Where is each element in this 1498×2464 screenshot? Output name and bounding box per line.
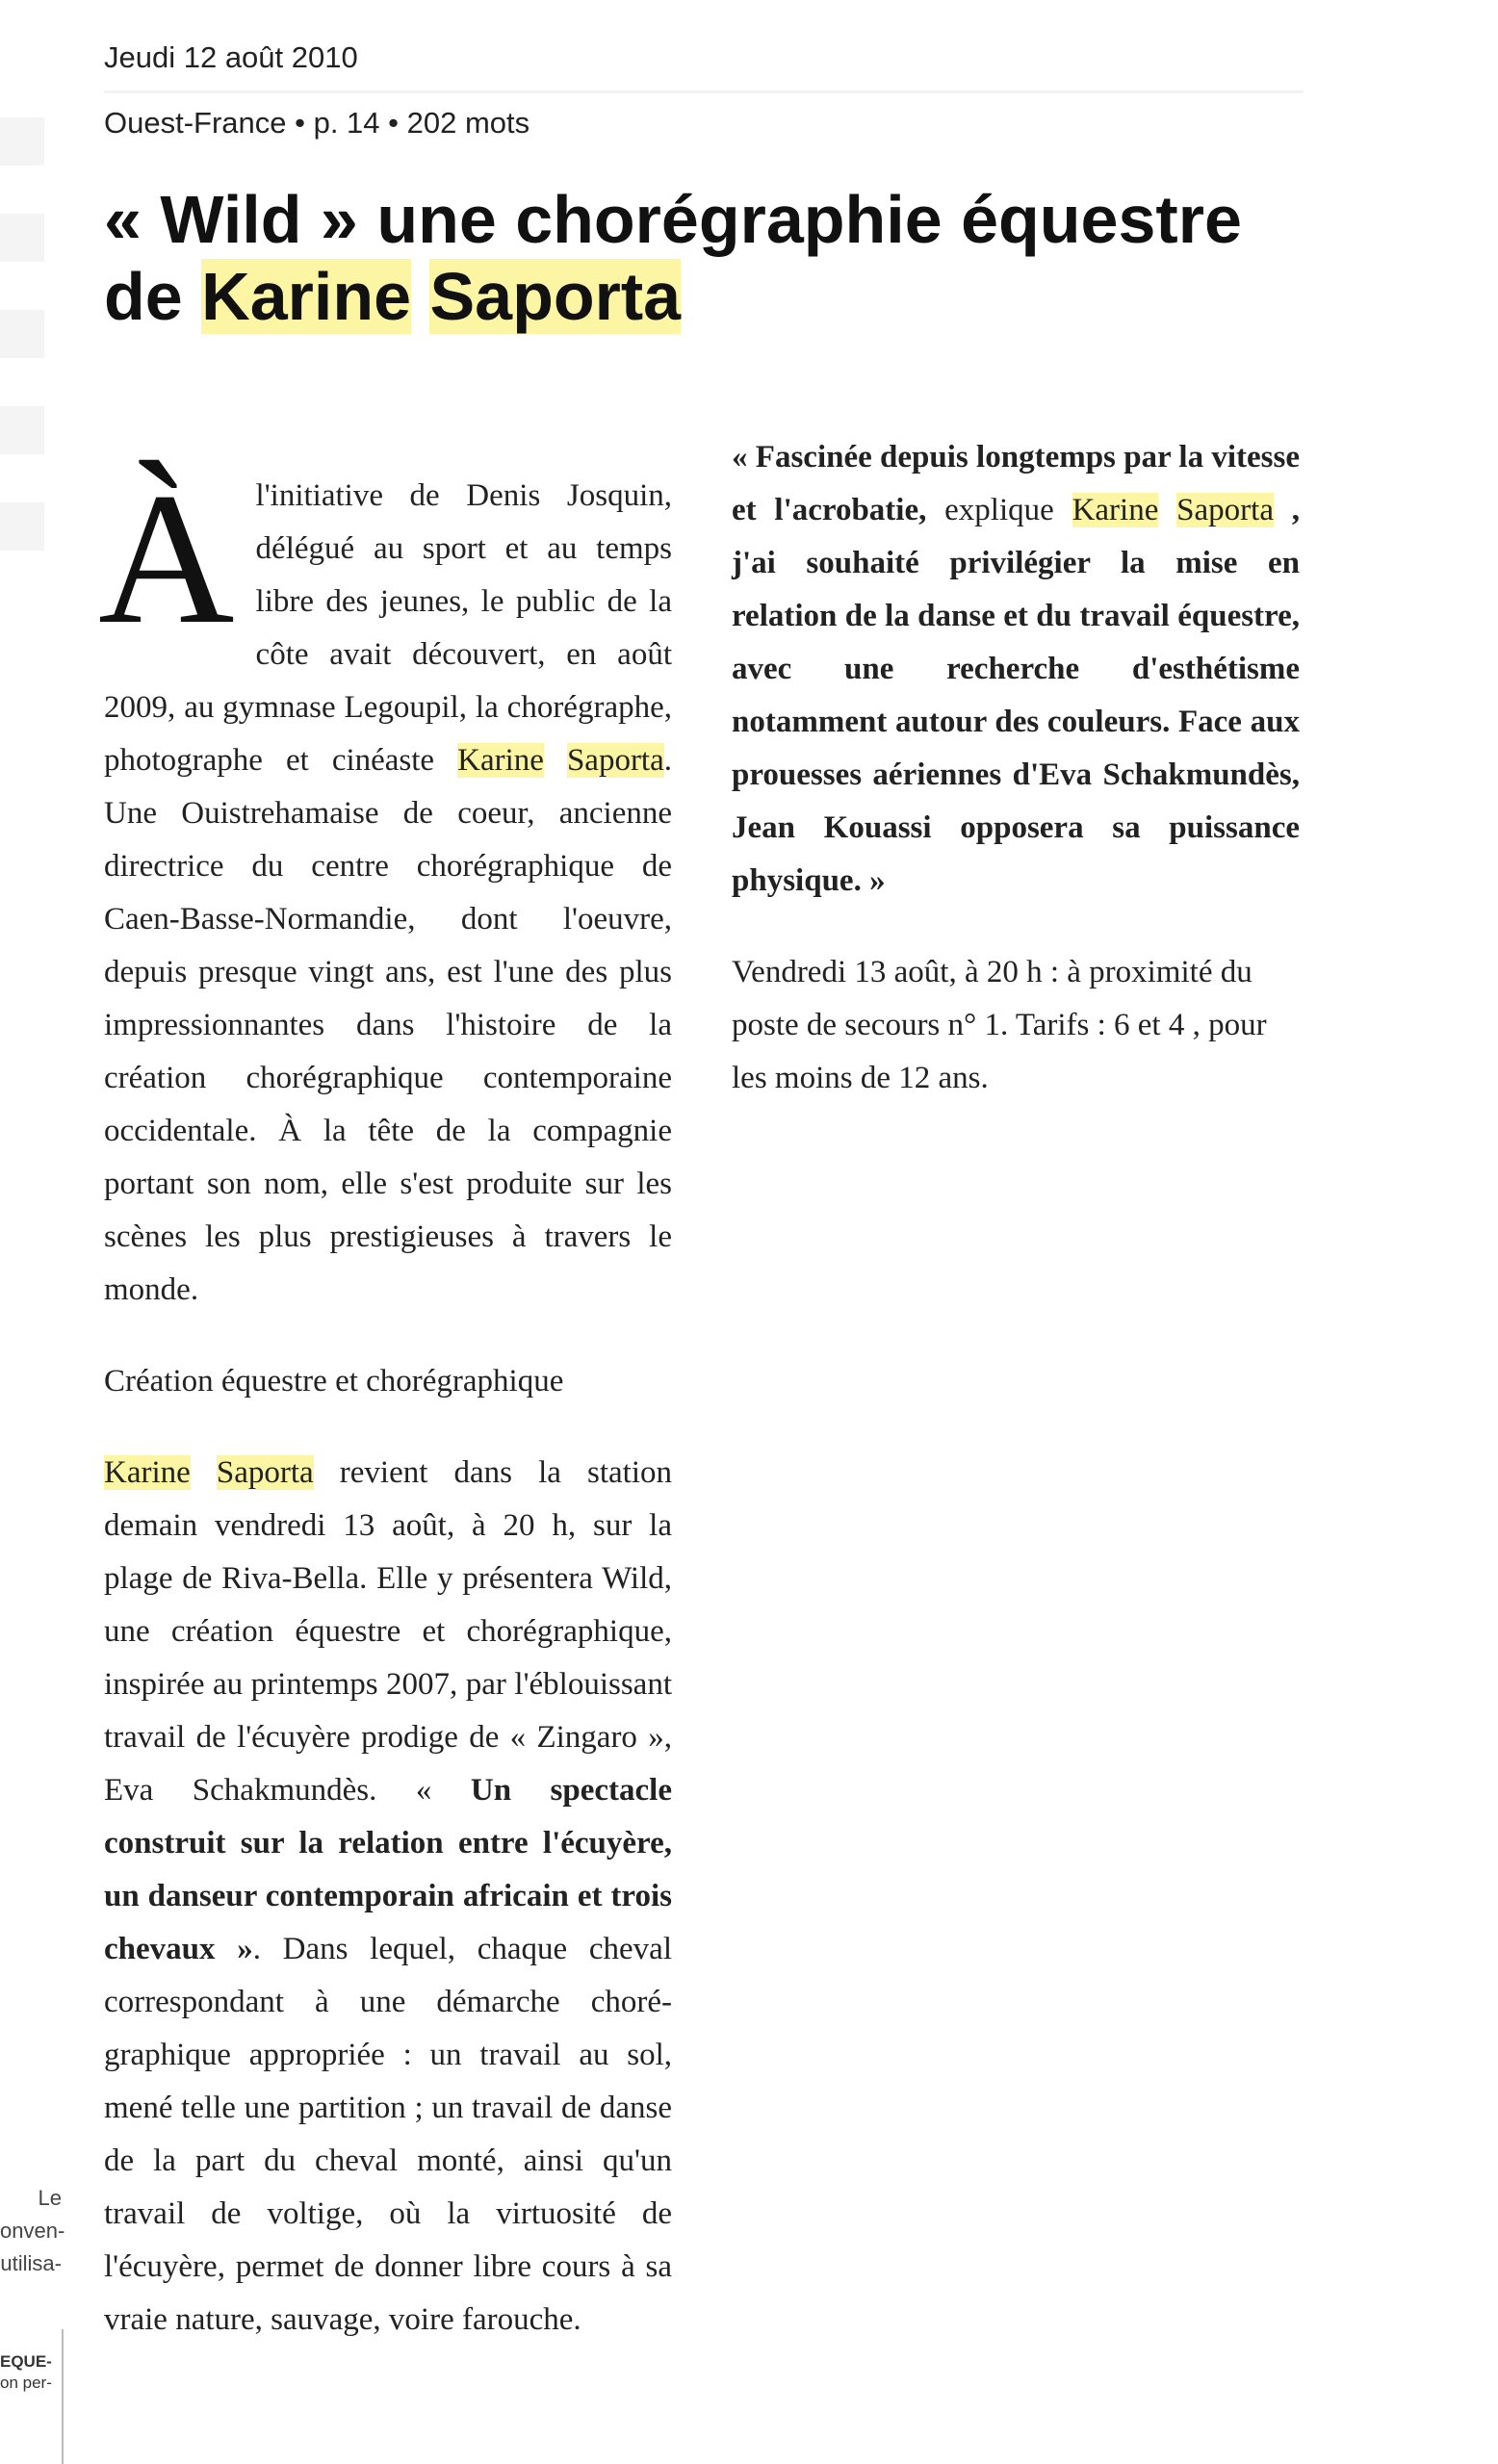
article-date: Jeudi 12 août 2010: [104, 40, 358, 74]
paragraph-text: revient dans la station demain vendredi 13 août, à 20 h, sur la plage de Riva-Bella. Elle y présentera Wild, une création équestre et chorégraphique, inspirée au printemps 2007, par l'éblouissant travail de l'écuyère prodige de « Zingaro », Eva Schakmundès. «: [104, 1455, 672, 1808]
highlight-term: Karine: [457, 743, 544, 778]
event-info: Vendredi 13 août, à 20 h : à proximité du poste de secours n° 1. Tarifs : 6 et 4 , pour les moins de 12 ans.: [732, 955, 1267, 1095]
bold-quote: Un spectacle construit sur la relation entre l'écuyère, un danseur contemporain africain et trois chevaux »: [104, 1773, 672, 1966]
quote-paragraph: [732, 431, 1300, 908]
paragraph-text: . Une Ouistrehamaise de coeur, ancienne directrice du centre chorégraphique de Caen-Basse-Normandie, dont l'oeuvre, depuis presque vingt ans, est l'une des plus impressionnantes dans l'histoire de la création chorégraphique contemporaine occidentale. À la tête de la compagnie portant son nom, elle s'est produite sur les scènes les plus prestigieuses à travers le monde.: [104, 743, 672, 1307]
headline-space: [411, 259, 429, 334]
edge-tab: [0, 214, 44, 262]
article-source: Ouest-France • p. 14 • 202 mots: [104, 106, 530, 140]
edge-text-line: Le: [38, 2186, 62, 2210]
paragraph-text: l'initiative de Denis Josquin, délégué au sport et au temps libre des jeunes, le public de la côte avait découvert, en août 2009, au gymnase Legoupil, la chorégraphe, photographe et cinéaste: [104, 478, 672, 778]
right-column: [732, 431, 1300, 1105]
intro-paragraph: [98, 454, 672, 1317]
bold-quote: « Fascinée depuis longtemps par la vitesse et l'acrobatie,: [732, 440, 1300, 527]
highlight-term: Saporta: [429, 259, 682, 334]
highlight-term: Karine: [1072, 493, 1159, 527]
edge-tab: [0, 502, 44, 551]
edge-tab: [0, 117, 44, 166]
header-divider: [104, 90, 1304, 93]
highlight-term: Saporta: [216, 1455, 314, 1490]
article-headline: [104, 181, 1304, 335]
section-subheading: Création équestre et chorégraphique: [104, 1364, 564, 1399]
highlight-term: Karine: [104, 1455, 191, 1490]
paragraph-text: . Dans lequel, chaque cheval correspondant à une démarche chorégraphique appropriée : un travail au sol, mené telle une partition ; un travail de danse de la part du cheval monté, ainsi qu'un travail de voltige, où la virtuosité de l'écuyère, permet de donner libre cours à sa vraie nature, sauvage, voire farouche.: [104, 1932, 672, 2337]
paragraph-text: explique: [926, 493, 1072, 527]
headline-text: « Wild » une chorégraphie équestre de: [104, 182, 1242, 334]
left-column: [98, 454, 672, 2347]
edge-text-line: utilisa-: [0, 2251, 62, 2275]
edge-tab: [0, 406, 44, 454]
drop-cap: À: [98, 454, 235, 663]
bold-quote: , j'ai souhaité privilégier la mise en relation de la danse et du travail équestre, avec une recherche d'esthétisme notamment autour des couleurs. Face aux prouesses aériennes d'Eva Schakmundès, Jean Kouassi opposera sa puissance physique. »: [732, 493, 1300, 898]
highlight-term: Saporta: [1176, 493, 1274, 527]
highlight-term: Saporta: [566, 743, 664, 778]
body-paragraph: [104, 1447, 672, 2347]
edge-box-line: on per-: [0, 2374, 52, 2392]
edge-tab: [0, 310, 44, 358]
highlight-term: Karine: [201, 259, 412, 334]
edge-box: [0, 2329, 64, 2464]
edge-box-line: EQUE-: [0, 2352, 52, 2371]
edge-text-line: onven-: [0, 2219, 65, 2243]
